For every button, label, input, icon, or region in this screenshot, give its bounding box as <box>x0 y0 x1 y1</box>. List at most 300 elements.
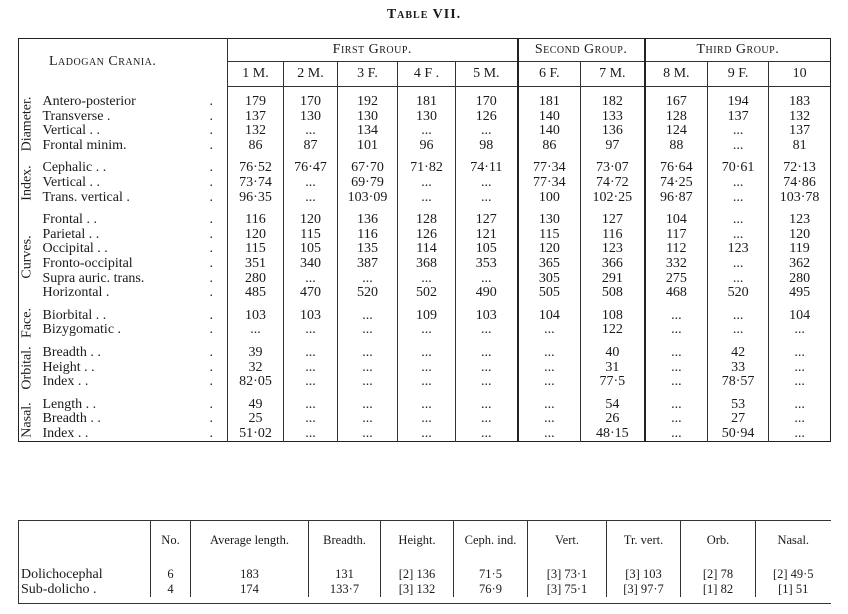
table-cell: 132 <box>769 110 831 125</box>
table-cell: ... <box>284 346 338 361</box>
table-cell: 167 <box>645 95 708 110</box>
table-cell: 86 <box>228 139 284 154</box>
table-cell: 137 <box>769 124 831 139</box>
summary-column-header: Nasal. <box>756 521 831 560</box>
table-cell: 81 <box>769 139 831 154</box>
table-cell: ... <box>398 398 456 413</box>
column-header: 6 F. <box>518 62 581 87</box>
leader-dot: . <box>209 123 214 139</box>
table-cell: 170 <box>456 95 518 110</box>
column-header: 9 F. <box>708 62 769 87</box>
table-cell: 505 <box>518 286 581 301</box>
table-cell: ... <box>284 361 338 376</box>
summary-column-header: Vert. <box>528 521 607 560</box>
table-cell: 109 <box>398 309 456 324</box>
table-row <box>19 272 831 287</box>
table-cell: ... <box>456 176 518 191</box>
table-cell: 128 <box>645 110 708 125</box>
table-cell: ... <box>645 375 708 390</box>
leader-dot: . <box>209 411 214 427</box>
table-cell: 130 <box>338 110 398 125</box>
table-cell: 73·74 <box>228 176 284 191</box>
group-header: Second Group. <box>518 39 645 62</box>
table-cell: 103 <box>228 309 284 324</box>
row-label-text: Supra auric. trans. <box>42 270 145 286</box>
table-row <box>19 139 831 154</box>
section-label-text: Face. <box>19 308 35 339</box>
table-cell: ... <box>708 124 769 139</box>
table-cell: ... <box>645 412 708 427</box>
group-header-row <box>19 39 831 62</box>
table-cell: ... <box>398 124 456 139</box>
table-cell: ... <box>338 427 398 442</box>
row-label <box>37 427 228 442</box>
table-cell: 102·25 <box>581 191 645 206</box>
summary-cell: [2] 136 <box>381 559 454 582</box>
summary-row-label: Dolichocephal <box>21 567 103 582</box>
table-cell: ... <box>708 257 769 272</box>
table-row <box>19 346 831 361</box>
group-header: Third Group. <box>645 39 831 62</box>
section-label-text: Diameter. <box>19 96 35 152</box>
table-cell: 97 <box>581 139 645 154</box>
table-cell: 126 <box>456 110 518 125</box>
row-label-text: Breadth . . <box>42 344 101 360</box>
table-cell: ... <box>456 375 518 390</box>
row-label-text: Antero-posterior <box>42 94 136 109</box>
section-label <box>19 309 37 338</box>
table-cell: ... <box>456 346 518 361</box>
row-label-text: Fronto-occipital <box>42 255 133 271</box>
table-cell: 104 <box>769 309 831 324</box>
table-cell: 365 <box>518 257 581 272</box>
table-cell: ... <box>338 309 398 324</box>
table-title: Table VII. <box>386 7 462 22</box>
row-label-text: Cephalic . . <box>42 160 107 176</box>
row-label-text: Breadth . . <box>42 411 101 427</box>
leader-dot: . <box>209 270 214 286</box>
section-label-text: Nasal. <box>19 401 35 438</box>
row-label <box>37 346 228 361</box>
summary-cell: [1] 51 <box>756 582 831 597</box>
row-label-text: Frontal minim. <box>42 137 127 153</box>
summary-row <box>19 559 831 582</box>
table-cell: 120 <box>228 228 284 243</box>
table-cell: 130 <box>284 110 338 125</box>
table-row <box>19 161 831 176</box>
table-cell: ... <box>769 361 831 376</box>
table-cell: ... <box>398 191 456 206</box>
row-label <box>37 286 228 301</box>
section-label <box>19 398 37 442</box>
section-label <box>19 213 37 301</box>
row-label <box>37 124 228 139</box>
table-cell: ... <box>518 398 581 413</box>
table-cell: 54 <box>581 398 645 413</box>
column-header: 8 M. <box>645 62 708 87</box>
summary-cell: [2] 78 <box>681 559 756 582</box>
corner-label: Ladogan Crania. <box>49 54 157 70</box>
table-row <box>19 412 831 427</box>
table-cell: ... <box>398 412 456 427</box>
leader-dot: . <box>209 255 214 271</box>
table-cell: ... <box>398 427 456 442</box>
summary-row-label: Sub-dolicho . <box>21 582 97 597</box>
table-cell: 105 <box>456 242 518 257</box>
table-cell: ... <box>284 272 338 287</box>
table-cell: 78·57 <box>708 375 769 390</box>
table-cell: 104 <box>518 309 581 324</box>
section-label-text: Curves. <box>19 235 35 279</box>
summary-cell: [3] 75·1 <box>528 582 607 597</box>
row-label <box>37 361 228 376</box>
table-cell: 33 <box>708 361 769 376</box>
table-cell: 117 <box>645 228 708 243</box>
table-cell: 132 <box>228 124 284 139</box>
summary-column-header: No. <box>151 521 191 560</box>
summary-cell: [3] 103 <box>607 559 681 582</box>
table-cell: 340 <box>284 257 338 272</box>
table-cell: 76·47 <box>284 161 338 176</box>
table-cell: ... <box>708 323 769 338</box>
summary-cell: [3] 132 <box>381 582 454 597</box>
table-cell: ... <box>338 346 398 361</box>
row-label <box>37 139 228 154</box>
table-cell: 140 <box>518 124 581 139</box>
row-label-text: Height . . <box>42 359 95 375</box>
table-cell: 120 <box>518 242 581 257</box>
table-cell: 40 <box>581 346 645 361</box>
table-row <box>19 286 831 301</box>
row-label-text: Parietal . . <box>42 226 100 242</box>
table-cell: ... <box>398 176 456 191</box>
table-cell: 170 <box>284 95 338 110</box>
table-cell: 128 <box>398 213 456 228</box>
table-cell: 123 <box>581 242 645 257</box>
row-label <box>37 309 228 324</box>
section-label-text: Orbital. <box>19 346 35 390</box>
leader-dot: . <box>209 396 214 412</box>
leader-dot: . <box>209 241 214 257</box>
table-cell: ... <box>518 323 581 338</box>
table-row <box>19 110 831 125</box>
table-cell: 105 <box>284 242 338 257</box>
table-row <box>19 361 831 376</box>
table-cell: 87 <box>284 139 338 154</box>
table-cell: 26 <box>581 412 645 427</box>
leader-dot: . <box>209 226 214 242</box>
table-cell: 77·5 <box>581 375 645 390</box>
section-label <box>19 346 37 390</box>
table-cell: ... <box>645 361 708 376</box>
table-cell: ... <box>708 228 769 243</box>
table-row <box>19 309 831 324</box>
table-cell: 136 <box>338 213 398 228</box>
table-row <box>19 213 831 228</box>
group-header: First Group. <box>228 39 518 62</box>
table-cell: 136 <box>581 124 645 139</box>
row-label <box>37 213 228 228</box>
row-label <box>37 272 228 287</box>
table-cell: ... <box>338 361 398 376</box>
table-cell: 115 <box>518 228 581 243</box>
table-cell: 192 <box>338 95 398 110</box>
table-cell: ... <box>456 191 518 206</box>
table-cell: ... <box>645 309 708 324</box>
table-cell: 120 <box>769 228 831 243</box>
table-cell: 366 <box>581 257 645 272</box>
crania-measurements-table <box>18 38 831 442</box>
table-cell: 86 <box>518 139 581 154</box>
leader-dot: . <box>209 285 214 301</box>
table-cell: ... <box>645 427 708 442</box>
table-cell: 72·13 <box>769 161 831 176</box>
column-header: 10 <box>769 62 831 87</box>
leader-dot: . <box>209 174 214 190</box>
table-cell: 140 <box>518 110 581 125</box>
table-cell: 490 <box>456 286 518 301</box>
table-cell: 48·15 <box>581 427 645 442</box>
row-label <box>37 228 228 243</box>
table-cell: ... <box>708 309 769 324</box>
table-cell: ... <box>284 398 338 413</box>
table-cell: 114 <box>398 242 456 257</box>
table-cell: 103·78 <box>769 191 831 206</box>
summary-cell: 71·5 <box>454 559 528 582</box>
summary-cell: 183 <box>191 559 309 582</box>
table-cell: 134 <box>338 124 398 139</box>
table-row <box>19 95 831 110</box>
table-cell: 51·02 <box>228 427 284 442</box>
table-cell: 181 <box>518 95 581 110</box>
summary-cell: 76·9 <box>454 582 528 597</box>
summary-cell: [2] 49·5 <box>756 559 831 582</box>
table-cell: 305 <box>518 272 581 287</box>
table-cell: 53 <box>708 398 769 413</box>
table-cell: 71·82 <box>398 161 456 176</box>
table-cell: 116 <box>228 213 284 228</box>
row-label <box>37 191 228 206</box>
table-cell: ... <box>769 427 831 442</box>
table-cell: ... <box>284 427 338 442</box>
summary-corner <box>19 521 151 560</box>
table-cell: ... <box>456 272 518 287</box>
table-cell: 130 <box>398 110 456 125</box>
leader-dot: . <box>209 322 214 338</box>
column-header: 3 F. <box>338 62 398 87</box>
table-cell: 104 <box>645 213 708 228</box>
table-cell: ... <box>456 412 518 427</box>
table-cell: 123 <box>708 242 769 257</box>
table-cell: ... <box>645 323 708 338</box>
table-row <box>19 242 831 257</box>
table-row <box>19 191 831 206</box>
table-cell: 120 <box>284 213 338 228</box>
table-cell: 116 <box>581 228 645 243</box>
table-cell: 280 <box>228 272 284 287</box>
summary-table <box>18 520 831 604</box>
table-cell: 96·87 <box>645 191 708 206</box>
row-label <box>37 110 228 125</box>
table-cell: ... <box>398 323 456 338</box>
table-cell: ... <box>708 139 769 154</box>
table-cell: 181 <box>398 95 456 110</box>
summary-cell: [3] 97·7 <box>607 582 681 597</box>
row-label-text: Biorbital . . <box>42 307 107 323</box>
row-label-text: Horizontal . <box>42 285 110 301</box>
table-cell: 50·94 <box>708 427 769 442</box>
table-cell: ... <box>518 427 581 442</box>
table-cell: ... <box>708 191 769 206</box>
table-cell: ... <box>769 346 831 361</box>
table-cell: 74·86 <box>769 176 831 191</box>
table-cell: 96·35 <box>228 191 284 206</box>
table-cell: 135 <box>338 242 398 257</box>
table-cell: ... <box>518 412 581 427</box>
row-label-text: Index . . <box>42 374 89 390</box>
table-cell: 127 <box>581 213 645 228</box>
leader-dot: . <box>209 189 214 205</box>
table-cell: 332 <box>645 257 708 272</box>
table-cell: 69·79 <box>338 176 398 191</box>
table-cell: 96 <box>398 139 456 154</box>
table-cell: 101 <box>338 139 398 154</box>
table-cell: 508 <box>581 286 645 301</box>
summary-column-header: Orb. <box>681 521 756 560</box>
table-cell: ... <box>228 323 284 338</box>
table-cell: 353 <box>456 257 518 272</box>
table-cell: 31 <box>581 361 645 376</box>
summary-column-header: Average length. <box>191 521 309 560</box>
table-row <box>19 124 831 139</box>
leader-dot: . <box>209 212 214 228</box>
table-cell: 70·61 <box>708 161 769 176</box>
table-row <box>19 176 831 191</box>
table-cell: 133 <box>581 110 645 125</box>
row-label <box>37 323 228 338</box>
row-label <box>37 375 228 390</box>
table-cell: 88 <box>645 139 708 154</box>
table-cell: 103·09 <box>338 191 398 206</box>
table-cell: ... <box>645 346 708 361</box>
table-cell: 520 <box>338 286 398 301</box>
row-label-text: Occipital . . <box>42 241 108 257</box>
table-cell: 121 <box>456 228 518 243</box>
table-cell: 126 <box>398 228 456 243</box>
row-label <box>37 257 228 272</box>
table-cell: 194 <box>708 95 769 110</box>
table-cell: 468 <box>645 286 708 301</box>
column-header: 5 M. <box>456 62 518 87</box>
row-label-text: Index . . <box>42 425 89 441</box>
table-cell: 82·05 <box>228 375 284 390</box>
table-cell: 32 <box>228 361 284 376</box>
row-label-text: Frontal . . <box>42 212 97 228</box>
table-cell: 49 <box>228 398 284 413</box>
table-row <box>19 375 831 390</box>
table-cell: 520 <box>708 286 769 301</box>
table-cell: 280 <box>769 272 831 287</box>
table-cell: 127 <box>456 213 518 228</box>
leader-dot: . <box>209 344 214 360</box>
table-cell: 183 <box>769 95 831 110</box>
table-cell: 351 <box>228 257 284 272</box>
table-cell: ... <box>284 191 338 206</box>
table-cell: 67·70 <box>338 161 398 176</box>
summary-column-header: Breadth. <box>309 521 381 560</box>
table-cell: ... <box>518 361 581 376</box>
summary-cell: 174 <box>191 582 309 597</box>
table-cell: ... <box>398 346 456 361</box>
row-label <box>37 398 228 413</box>
table-cell: ... <box>284 323 338 338</box>
table-cell: 470 <box>284 286 338 301</box>
section-label <box>19 161 37 205</box>
table-cell: ... <box>456 124 518 139</box>
table-cell: 291 <box>581 272 645 287</box>
table-cell: 137 <box>708 110 769 125</box>
table-cell: 98 <box>456 139 518 154</box>
table-cell: ... <box>338 323 398 338</box>
row-label-text: Length . . <box>42 396 97 412</box>
table-cell: ... <box>398 375 456 390</box>
table-cell: 77·34 <box>518 161 581 176</box>
table-cell: ... <box>284 375 338 390</box>
row-label <box>37 412 228 427</box>
summary-header-row <box>19 521 831 560</box>
table-cell: ... <box>398 361 456 376</box>
table-cell: 100 <box>518 191 581 206</box>
table-cell: ... <box>769 375 831 390</box>
table-cell: 76·64 <box>645 161 708 176</box>
table-row <box>19 323 831 338</box>
table-cell: ... <box>518 346 581 361</box>
summary-cell: 6 <box>151 559 191 582</box>
summary-cell: 4 <box>151 582 191 597</box>
table-cell: 495 <box>769 286 831 301</box>
table-cell: 275 <box>645 272 708 287</box>
summary-cell: [1] 82 <box>681 582 756 597</box>
summary-column-header: Height. <box>381 521 454 560</box>
column-header: 7 M. <box>581 62 645 87</box>
table-cell: 387 <box>338 257 398 272</box>
summary-column-header: Tr. vert. <box>607 521 681 560</box>
table-cell: 137 <box>228 110 284 125</box>
row-label <box>37 161 228 176</box>
table-cell: 130 <box>518 213 581 228</box>
table-cell: ... <box>708 272 769 287</box>
table-cell: ... <box>456 361 518 376</box>
table-cell: 77·34 <box>518 176 581 191</box>
summary-cell: 133·7 <box>309 582 381 597</box>
leader-dot: . <box>209 374 214 390</box>
leader-dot: . <box>209 307 214 323</box>
table-cell: ... <box>284 124 338 139</box>
summary-column-header: Ceph. ind. <box>454 521 528 560</box>
table-row <box>19 257 831 272</box>
table-cell: ... <box>338 398 398 413</box>
leader-dot: . <box>209 108 214 124</box>
table-cell: ... <box>338 375 398 390</box>
table-cell: 27 <box>708 412 769 427</box>
table-cell: 112 <box>645 242 708 257</box>
column-header: 2 M. <box>284 62 338 87</box>
leader-dot: . <box>209 94 214 109</box>
table-cell: 108 <box>581 309 645 324</box>
table-cell: 74·11 <box>456 161 518 176</box>
table-cell: ... <box>769 412 831 427</box>
table-cell: 103 <box>284 309 338 324</box>
